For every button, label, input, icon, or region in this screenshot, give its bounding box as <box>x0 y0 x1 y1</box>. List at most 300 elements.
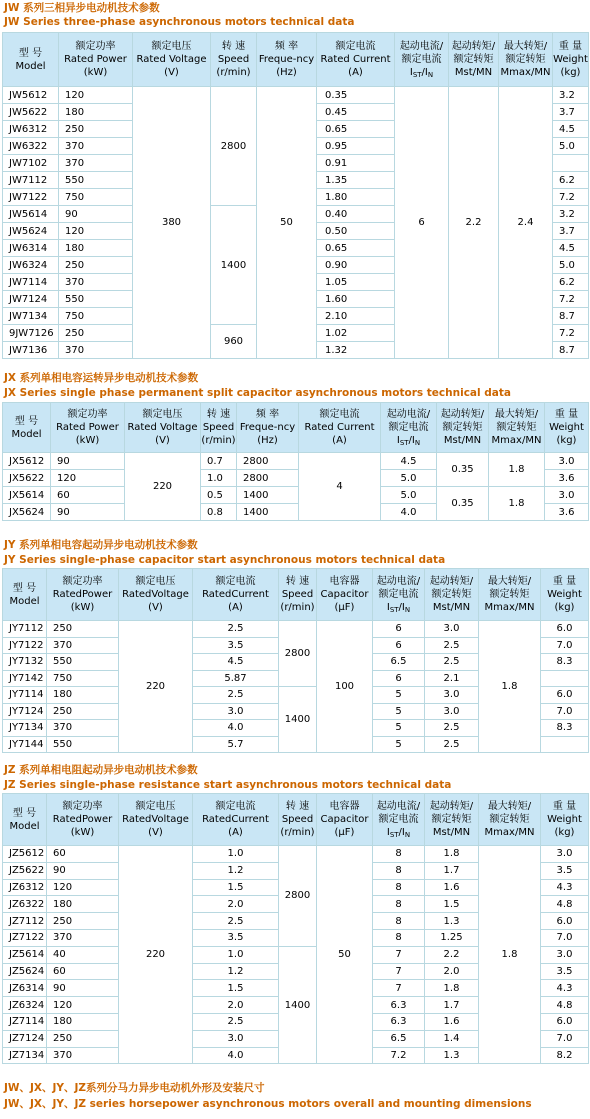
jw-weight-cell: 7.2 <box>553 189 589 206</box>
jw-weight-cell: 4.5 <box>553 240 589 257</box>
jx-frequency-cell: 1400 <box>237 487 299 504</box>
jy-title-cn: JY 系列单相电容起动异步电动机技术参数 <box>4 539 198 551</box>
jw-weight-cell: 7.2 <box>553 291 589 308</box>
jw-h-speed: 转 速 Speed (r/min) <box>211 33 257 87</box>
jz-current-cell: 2.5 <box>193 913 279 930</box>
jx-h-max-torque: 最大转矩/ 额定转矩 Mmax/MN <box>489 403 545 453</box>
jy-start-torque-cell: 3.0 <box>425 687 479 704</box>
jx-speed-cell: 0.7 <box>201 453 237 470</box>
jz-start-torque-cell: 1.6 <box>425 1013 479 1030</box>
jw-weight-cell: 5.0 <box>553 257 589 274</box>
jz-model-cell: JZ7112 <box>3 913 47 930</box>
jw-weight-cell: 3.2 <box>553 87 589 104</box>
jw-current-cell: 0.90 <box>317 257 395 274</box>
jy-speed-cell: 1400 <box>279 687 317 753</box>
jx-model-cell: JX5624 <box>3 504 51 521</box>
jy-current-cell: 2.5 <box>193 687 279 704</box>
jz-weight-cell: 7.0 <box>541 1030 589 1047</box>
jz-start-torque-cell: 1.4 <box>425 1030 479 1047</box>
jx-speed-cell: 0.5 <box>201 487 237 504</box>
jy-start-torque-cell: 2.5 <box>425 654 479 671</box>
jw-h-start-torque: 起动转矩/ 额定转矩 Mst/MN <box>449 33 499 87</box>
jz-start-torque-cell: 1.7 <box>425 997 479 1014</box>
jz-power-cell: 250 <box>47 913 119 930</box>
jx-current-cell: 4 <box>299 453 381 521</box>
jz-weight-cell: 3.0 <box>541 946 589 963</box>
jy-start-current-cell: 5 <box>373 720 425 737</box>
jz-start-current-cell: 7 <box>373 980 425 997</box>
jw-current-cell: 0.65 <box>317 240 395 257</box>
jy-current-cell: 5.7 <box>193 736 279 753</box>
jx-h-start-current: 起动电流/ 额定电流 $I_{ST}/I_N$ <box>381 403 437 453</box>
jz-model-cell: JZ7134 <box>3 1047 47 1064</box>
jy-model-cell: JY7124 <box>3 703 47 720</box>
jy-power-cell: 550 <box>47 736 119 753</box>
jw-title-cn: JW 系列三相异步电动机技术参数 <box>4 2 160 14</box>
jz-current-cell: 2.0 <box>193 997 279 1014</box>
jz-power-cell: 40 <box>47 946 119 963</box>
jz-voltage-cell: 220 <box>119 846 193 1064</box>
jy-model-cell: JY7114 <box>3 687 47 704</box>
jy-capacitor-cell: 100 <box>317 621 373 753</box>
jx-h-power: 额定功率 Rated Power (kW) <box>51 403 125 453</box>
jw-weight-cell: 7.2 <box>553 325 589 342</box>
jw-current-cell: 2.10 <box>317 308 395 325</box>
jw-start-torque-cell: 2.2 <box>449 87 499 359</box>
jw-model-cell: JW7122 <box>3 189 59 206</box>
jy-speed-cell: 2800 <box>279 621 317 687</box>
jz-model-cell: JZ7124 <box>3 1030 47 1047</box>
jx-model-cell: JX5622 <box>3 470 51 487</box>
jy-start-torque-cell: 2.5 <box>425 637 479 654</box>
jz-start-torque-cell: 1.5 <box>425 896 479 913</box>
jz-current-cell: 2.5 <box>193 1013 279 1030</box>
jz-start-torque-cell: 2.0 <box>425 963 479 980</box>
jw-current-cell: 0.40 <box>317 206 395 223</box>
jz-power-cell: 90 <box>47 862 119 879</box>
jz-weight-cell: 4.3 <box>541 980 589 997</box>
jz-start-current-cell: 8 <box>373 896 425 913</box>
jx-weight-cell: 3.0 <box>545 453 589 470</box>
jz-h-max-torque: 最大转矩/ 额定转矩 Mmax/MN <box>479 794 541 846</box>
jx-start-torque-cell: 0.35 <box>437 487 489 521</box>
jz-capacitor-cell: 50 <box>317 846 373 1064</box>
jw-model-cell: JW5612 <box>3 87 59 104</box>
jw-h-max-torque: 最大转矩/ 额定转矩 Mmax/MN <box>499 33 553 87</box>
jy-start-current-cell: 6 <box>373 621 425 638</box>
jx-start-current-cell: 4.5 <box>381 453 437 470</box>
jy-start-torque-cell: 2.1 <box>425 670 479 687</box>
jy-weight-cell: 6.0 <box>541 621 589 638</box>
jz-power-cell: 60 <box>47 846 119 863</box>
jw-model-cell: JW5624 <box>3 223 59 240</box>
jz-power-cell: 60 <box>47 963 119 980</box>
jx-voltage-cell: 220 <box>125 453 201 521</box>
jy-start-torque-cell: 2.5 <box>425 736 479 753</box>
jy-model-cell: JY7134 <box>3 720 47 737</box>
jy-weight-cell: 7.0 <box>541 703 589 720</box>
dimensions-title-en: JW、JX、JY、JZ series horsepower asynchronous motors overall and mounting dimensions <box>4 1098 532 1110</box>
jw-power-cell: 550 <box>59 291 133 308</box>
jw-current-cell: 0.35 <box>317 87 395 104</box>
jy-h-start-current: 起动电流/ 额定电流 $I_{ST}/I_N$ <box>373 569 425 621</box>
jw-speed-cell: 2800 <box>211 87 257 206</box>
jz-h-current: 额定电流 RatedCurrent (A) <box>193 794 279 846</box>
jy-current-cell: 2.5 <box>193 621 279 638</box>
jy-weight-cell: 6.0 <box>541 687 589 704</box>
jw-current-cell: 1.60 <box>317 291 395 308</box>
jw-h-power: 额定功率 Rated Power (kW) <box>59 33 133 87</box>
jw-current-cell: 1.02 <box>317 325 395 342</box>
jx-table-row <box>3 487 589 504</box>
jz-weight-cell: 4.8 <box>541 896 589 913</box>
jx-weight-cell: 3.0 <box>545 487 589 504</box>
jw-weight-cell: 5.0 <box>553 138 589 155</box>
jz-start-current-cell: 6.3 <box>373 1013 425 1030</box>
jw-power-cell: 370 <box>59 155 133 172</box>
jz-table-row <box>3 846 589 863</box>
jy-model-cell: JY7122 <box>3 637 47 654</box>
jy-start-torque-cell: 3.0 <box>425 621 479 638</box>
jz-start-torque-cell: 1.3 <box>425 1047 479 1064</box>
jz-start-current-cell: 8 <box>373 879 425 896</box>
jy-header-row <box>3 569 589 621</box>
jx-start-torque-cell: 0.35 <box>437 453 489 487</box>
jy-power-cell: 750 <box>47 670 119 687</box>
jy-weight-cell <box>541 736 589 753</box>
jz-current-cell: 1.2 <box>193 862 279 879</box>
jw-power-cell: 120 <box>59 223 133 240</box>
jz-start-current-cell: 6.3 <box>373 997 425 1014</box>
jz-model-cell: JZ5614 <box>3 946 47 963</box>
jx-model-cell: JX5612 <box>3 453 51 470</box>
jx-frequency-cell: 2800 <box>237 470 299 487</box>
jz-speed-cell: 1400 <box>279 946 317 1064</box>
jz-power-cell: 250 <box>47 1030 119 1047</box>
jy-start-current-cell: 5 <box>373 736 425 753</box>
jx-title-en: JX Series single phase permanent split capacitor asynchronous motors technical data <box>4 387 511 399</box>
jw-current-cell: 0.91 <box>317 155 395 172</box>
jw-power-cell: 370 <box>59 138 133 155</box>
jy-current-cell: 5.87 <box>193 670 279 687</box>
jz-current-cell: 1.5 <box>193 879 279 896</box>
jy-weight-cell <box>541 670 589 687</box>
jy-start-current-cell: 6.5 <box>373 654 425 671</box>
jy-title-en: JY Series single-phase capacitor start asynchronous motors technical data <box>4 554 446 566</box>
jz-power-cell: 90 <box>47 980 119 997</box>
jw-voltage-cell: 380 <box>133 87 211 359</box>
jy-spec-table <box>2 568 589 753</box>
jy-current-cell: 4.0 <box>193 720 279 737</box>
jw-model-cell: JW7114 <box>3 274 59 291</box>
jx-h-speed: 转 速 Speed (r/min) <box>201 403 237 453</box>
jz-start-torque-cell: 1.25 <box>425 929 479 946</box>
jx-max-torque-cell: 1.8 <box>489 487 545 521</box>
jw-title-en: JW Series three-phase asynchronous motors technical data <box>4 16 355 28</box>
jy-h-weight: 重 量 Weight (kg) <box>541 569 589 621</box>
jw-weight-cell: 4.5 <box>553 121 589 138</box>
jx-speed-cell: 1.0 <box>201 470 237 487</box>
jz-start-torque-cell: 1.3 <box>425 913 479 930</box>
jz-current-cell: 2.0 <box>193 896 279 913</box>
jy-h-capacitor: 电容器 Capacitor (μF) <box>317 569 373 621</box>
jz-power-cell: 180 <box>47 1013 119 1030</box>
jz-weight-cell: 4.3 <box>541 879 589 896</box>
jx-weight-cell: 3.6 <box>545 470 589 487</box>
jz-current-cell: 1.2 <box>193 963 279 980</box>
jy-start-torque-cell: 2.5 <box>425 720 479 737</box>
jx-weight-cell: 3.6 <box>545 504 589 521</box>
jw-power-cell: 370 <box>59 342 133 359</box>
jx-spec-table <box>2 402 589 521</box>
jz-h-voltage: 额定电压 RatedVoltage (V) <box>119 794 193 846</box>
jz-power-cell: 120 <box>47 997 119 1014</box>
jz-model-cell: JZ5622 <box>3 862 47 879</box>
jz-power-cell: 180 <box>47 896 119 913</box>
jy-model-cell: JY7132 <box>3 654 47 671</box>
jw-model-cell: JW5622 <box>3 104 59 121</box>
jy-weight-cell: 8.3 <box>541 720 589 737</box>
jz-start-current-cell: 7.2 <box>373 1047 425 1064</box>
jy-table-row <box>3 621 589 638</box>
jw-h-weight: 重 量 Weight (kg) <box>553 33 589 87</box>
jw-model-cell: JW6324 <box>3 257 59 274</box>
jw-header-row <box>3 33 589 87</box>
jz-current-cell: 1.0 <box>193 846 279 863</box>
jx-start-current-cell: 5.0 <box>381 470 437 487</box>
jw-frequency-cell: 50 <box>257 87 317 359</box>
jz-start-current-cell: 7 <box>373 946 425 963</box>
jw-power-cell: 250 <box>59 325 133 342</box>
jy-start-current-cell: 6 <box>373 670 425 687</box>
jw-current-cell: 0.65 <box>317 121 395 138</box>
jz-h-capacitor: 电容器 Capacitor (μF) <box>317 794 373 846</box>
jy-start-current-cell: 6 <box>373 637 425 654</box>
jy-power-cell: 180 <box>47 687 119 704</box>
jz-start-torque-cell: 1.8 <box>425 846 479 863</box>
jy-start-current-cell: 5 <box>373 703 425 720</box>
jz-current-cell: 3.0 <box>193 1030 279 1047</box>
jw-current-cell: 1.05 <box>317 274 395 291</box>
jw-speed-cell: 1400 <box>211 206 257 325</box>
jw-max-torque-cell: 2.4 <box>499 87 553 359</box>
jy-start-torque-cell: 3.0 <box>425 703 479 720</box>
jw-h-model: 型 号 Model <box>3 33 59 87</box>
jw-power-cell: 120 <box>59 87 133 104</box>
jw-power-cell: 250 <box>59 257 133 274</box>
jz-h-speed: 转 速 Speed (r/min) <box>279 794 317 846</box>
jw-h-frequency: 频 率 Freque-ncy (Hz) <box>257 33 317 87</box>
jw-h-start-current: 起动电流/ 额定电流 $I_{ST}/I_N$ <box>395 33 449 87</box>
jw-weight-cell <box>553 155 589 172</box>
jy-h-voltage: 额定电压 RatedVoltage (V) <box>119 569 193 621</box>
jz-weight-cell: 3.5 <box>541 963 589 980</box>
jx-frequency-cell: 2800 <box>237 453 299 470</box>
jx-power-cell: 60 <box>51 487 125 504</box>
jz-start-torque-cell: 1.6 <box>425 879 479 896</box>
jy-h-start-torque: 起动转矩/ 额定转矩 Mst/MN <box>425 569 479 621</box>
jw-model-cell: JW7124 <box>3 291 59 308</box>
jy-model-cell: JY7112 <box>3 621 47 638</box>
jx-max-torque-cell: 1.8 <box>489 453 545 487</box>
jz-start-torque-cell: 2.2 <box>425 946 479 963</box>
jw-model-cell: JW5614 <box>3 206 59 223</box>
jw-model-cell: JW7112 <box>3 172 59 189</box>
jy-model-cell: JY7144 <box>3 736 47 753</box>
jw-weight-cell: 3.7 <box>553 104 589 121</box>
jw-power-cell: 550 <box>59 172 133 189</box>
jy-power-cell: 370 <box>47 637 119 654</box>
jw-start-current-cell: 6 <box>395 87 449 359</box>
jy-power-cell: 550 <box>47 654 119 671</box>
jz-power-cell: 370 <box>47 1047 119 1064</box>
jz-header-row <box>3 794 589 846</box>
jz-start-current-cell: 7 <box>373 963 425 980</box>
jz-h-power: 额定功率 RatedPower (kW) <box>47 794 119 846</box>
jy-start-current-cell: 5 <box>373 687 425 704</box>
jz-weight-cell: 7.0 <box>541 929 589 946</box>
jw-weight-cell: 8.7 <box>553 342 589 359</box>
jx-h-current: 额定电流 Rated Current (A) <box>299 403 381 453</box>
jy-power-cell: 250 <box>47 621 119 638</box>
jx-h-frequency: 频 率 Freque-ncy (Hz) <box>237 403 299 453</box>
jy-weight-cell: 8.3 <box>541 654 589 671</box>
jw-model-cell: 9JW7126 <box>3 325 59 342</box>
jx-power-cell: 120 <box>51 470 125 487</box>
jw-spec-table <box>2 32 589 359</box>
jz-start-current-cell: 8 <box>373 913 425 930</box>
jz-weight-cell: 6.0 <box>541 913 589 930</box>
jw-model-cell: JW7136 <box>3 342 59 359</box>
jz-model-cell: JZ7114 <box>3 1013 47 1030</box>
jw-model-cell: JW6322 <box>3 138 59 155</box>
jy-weight-cell: 7.0 <box>541 637 589 654</box>
jx-title-cn: JX 系列单相电容运转异步电动机技术参数 <box>4 372 199 384</box>
jz-start-current-cell: 6.5 <box>373 1030 425 1047</box>
jw-model-cell: JW6314 <box>3 240 59 257</box>
jx-model-cell: JX5614 <box>3 487 51 504</box>
jz-h-start-current: 起动电流/ 额定电流 $I_{ST}/I_N$ <box>373 794 425 846</box>
jz-start-torque-cell: 1.8 <box>425 980 479 997</box>
jz-start-torque-cell: 1.7 <box>425 862 479 879</box>
jx-header-row <box>3 403 589 453</box>
jy-h-max-torque: 最大转矩/ 额定转矩 Mmax/MN <box>479 569 541 621</box>
jw-current-cell: 1.32 <box>317 342 395 359</box>
jz-title-cn: JZ 系列单相电阻起动异步电动机技术参数 <box>4 764 198 776</box>
jw-current-cell: 1.35 <box>317 172 395 189</box>
jw-weight-cell: 6.2 <box>553 172 589 189</box>
dimensions-title-cn: JW、JX、JY、JZ系列分马力异步电动机外形及安装尺寸 <box>4 1082 265 1094</box>
jw-current-cell: 1.80 <box>317 189 395 206</box>
jw-h-current: 额定电流 Rated Current (A) <box>317 33 395 87</box>
jz-h-start-torque: 起动转矩/ 额定转矩 Mst/MN <box>425 794 479 846</box>
jw-model-cell: JW7102 <box>3 155 59 172</box>
jz-model-cell: JZ5624 <box>3 963 47 980</box>
jw-current-cell: 0.50 <box>317 223 395 240</box>
jy-h-current: 额定电流 RatedCurrent (A) <box>193 569 279 621</box>
jz-speed-cell: 2800 <box>279 846 317 947</box>
jz-weight-cell: 3.5 <box>541 862 589 879</box>
jz-max-torque-cell: 1.8 <box>479 846 541 1064</box>
jw-weight-cell: 3.7 <box>553 223 589 240</box>
jz-h-model: 型 号 Model <box>3 794 47 846</box>
jy-h-speed: 转 速 Speed (r/min) <box>279 569 317 621</box>
jz-model-cell: JZ6312 <box>3 879 47 896</box>
jw-power-cell: 750 <box>59 308 133 325</box>
jy-voltage-cell: 220 <box>119 621 193 753</box>
jx-speed-cell: 0.8 <box>201 504 237 521</box>
jx-frequency-cell: 1400 <box>237 504 299 521</box>
jz-weight-cell: 8.2 <box>541 1047 589 1064</box>
jx-h-model: 型 号 Model <box>3 403 51 453</box>
jz-weight-cell: 3.0 <box>541 846 589 863</box>
jy-current-cell: 4.5 <box>193 654 279 671</box>
jx-power-cell: 90 <box>51 453 125 470</box>
jx-h-voltage: 额定电压 Rated Voltage (V) <box>125 403 201 453</box>
jw-current-cell: 0.45 <box>317 104 395 121</box>
jy-max-torque-cell: 1.8 <box>479 621 541 753</box>
jw-h-voltage: 额定电压 Rated Voltage (V) <box>133 33 211 87</box>
jy-h-model: 型 号 Model <box>3 569 47 621</box>
jz-title-en: JZ Series single-phase resistance start asynchronous motors technical data <box>4 779 452 791</box>
jz-spec-table <box>2 793 589 1064</box>
jz-current-cell: 4.0 <box>193 1047 279 1064</box>
jw-power-cell: 250 <box>59 121 133 138</box>
jz-model-cell: JZ7122 <box>3 929 47 946</box>
jz-start-current-cell: 8 <box>373 846 425 863</box>
jw-weight-cell: 6.2 <box>553 274 589 291</box>
jy-power-cell: 250 <box>47 703 119 720</box>
jz-start-current-cell: 8 <box>373 862 425 879</box>
jw-model-cell: JW6312 <box>3 121 59 138</box>
jz-current-cell: 1.5 <box>193 980 279 997</box>
jw-weight-cell: 3.2 <box>553 206 589 223</box>
jw-table-row <box>3 87 589 104</box>
jw-power-cell: 90 <box>59 206 133 223</box>
jz-model-cell: JZ6314 <box>3 980 47 997</box>
jz-model-cell: JZ6324 <box>3 997 47 1014</box>
jx-start-current-cell: 5.0 <box>381 487 437 504</box>
jy-model-cell: JY7142 <box>3 670 47 687</box>
jw-power-cell: 750 <box>59 189 133 206</box>
jz-model-cell: JZ5612 <box>3 846 47 863</box>
jw-power-cell: 370 <box>59 274 133 291</box>
jz-model-cell: JZ6322 <box>3 896 47 913</box>
jy-current-cell: 3.5 <box>193 637 279 654</box>
jz-weight-cell: 4.8 <box>541 997 589 1014</box>
jx-start-current-cell: 4.0 <box>381 504 437 521</box>
jx-power-cell: 90 <box>51 504 125 521</box>
jy-current-cell: 3.0 <box>193 703 279 720</box>
jw-weight-cell: 8.7 <box>553 308 589 325</box>
jx-h-weight: 重 量 Weight (kg) <box>545 403 589 453</box>
jz-current-cell: 1.0 <box>193 946 279 963</box>
jz-weight-cell: 6.0 <box>541 1013 589 1030</box>
jw-model-cell: JW7134 <box>3 308 59 325</box>
jw-current-cell: 0.95 <box>317 138 395 155</box>
jy-h-power: 额定功率 RatedPower (kW) <box>47 569 119 621</box>
jz-power-cell: 370 <box>47 929 119 946</box>
jx-h-start-torque: 起动转矩/ 额定转矩 Mst/MN <box>437 403 489 453</box>
jz-h-weight: 重 量 Weight (kg) <box>541 794 589 846</box>
jz-start-current-cell: 8 <box>373 929 425 946</box>
jw-power-cell: 180 <box>59 240 133 257</box>
jw-speed-cell: 960 <box>211 325 257 359</box>
jy-power-cell: 370 <box>47 720 119 737</box>
jx-table-row <box>3 453 589 470</box>
jz-current-cell: 3.5 <box>193 929 279 946</box>
jw-power-cell: 180 <box>59 104 133 121</box>
